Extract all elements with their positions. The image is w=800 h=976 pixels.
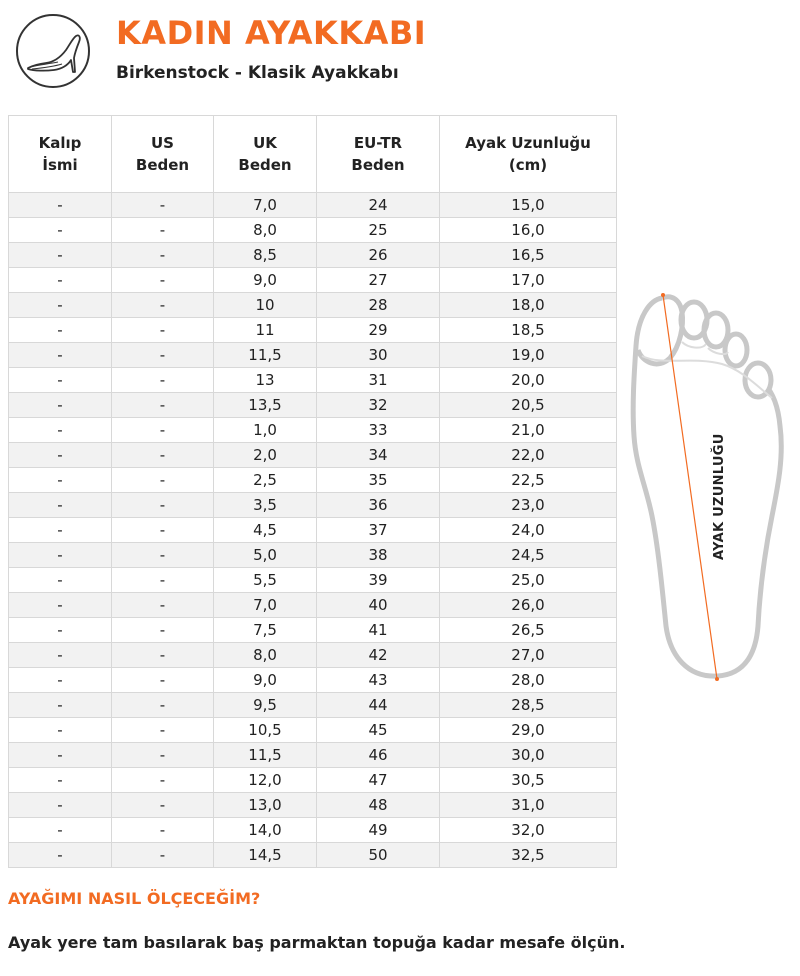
cell-foot-length: 24,0 bbox=[440, 518, 617, 543]
cell-eu-tr: 40 bbox=[317, 593, 440, 618]
cell-foot-length: 27,0 bbox=[440, 643, 617, 668]
cell-foot-length: 16,5 bbox=[440, 243, 617, 268]
cell-foot-length: 20,5 bbox=[440, 393, 617, 418]
table-header-row bbox=[9, 116, 617, 193]
cell-kalip: - bbox=[9, 543, 112, 568]
cell-foot-length: 22,5 bbox=[440, 468, 617, 493]
cell-eu-tr: 26 bbox=[317, 243, 440, 268]
cell-kalip: - bbox=[9, 343, 112, 368]
cell-kalip: - bbox=[9, 643, 112, 668]
cell-foot-length: 16,0 bbox=[440, 218, 617, 243]
cell-foot-length: 20,0 bbox=[440, 368, 617, 393]
table-row bbox=[9, 193, 617, 218]
cell-foot-length: 29,0 bbox=[440, 718, 617, 743]
table-row bbox=[9, 518, 617, 543]
cell-us: - bbox=[112, 443, 214, 468]
cell-us: - bbox=[112, 768, 214, 793]
table-row bbox=[9, 443, 617, 468]
cell-foot-length: 28,0 bbox=[440, 668, 617, 693]
cell-us: - bbox=[112, 743, 214, 768]
cell-uk: 8,5 bbox=[214, 243, 317, 268]
cell-eu-tr: 39 bbox=[317, 568, 440, 593]
cell-kalip: - bbox=[9, 468, 112, 493]
foot-outline-icon bbox=[622, 286, 792, 690]
table-row bbox=[9, 293, 617, 318]
cell-uk: 8,0 bbox=[214, 643, 317, 668]
cell-kalip: - bbox=[9, 743, 112, 768]
cell-eu-tr: 30 bbox=[317, 343, 440, 368]
cell-kalip: - bbox=[9, 243, 112, 268]
cell-eu-tr: 37 bbox=[317, 518, 440, 543]
cell-eu-tr: 29 bbox=[317, 318, 440, 343]
table-row bbox=[9, 693, 617, 718]
cell-uk: 3,5 bbox=[214, 493, 317, 518]
cell-us: - bbox=[112, 568, 214, 593]
cell-us: - bbox=[112, 543, 214, 568]
cell-eu-tr: 47 bbox=[317, 768, 440, 793]
cell-kalip: - bbox=[9, 443, 112, 468]
cell-us: - bbox=[112, 718, 214, 743]
cell-us: - bbox=[112, 643, 214, 668]
cell-foot-length: 17,0 bbox=[440, 268, 617, 293]
cell-uk: 14,0 bbox=[214, 818, 317, 843]
cell-us: - bbox=[112, 343, 214, 368]
column-header-kalip: Kalıp İsmi bbox=[9, 116, 112, 193]
cell-foot-length: 30,0 bbox=[440, 743, 617, 768]
page-title: KADIN AYAKKABI bbox=[116, 14, 427, 52]
cell-us: - bbox=[112, 818, 214, 843]
cell-uk: 13,0 bbox=[214, 793, 317, 818]
cell-eu-tr: 27 bbox=[317, 268, 440, 293]
cell-uk: 9,0 bbox=[214, 668, 317, 693]
cell-foot-length: 28,5 bbox=[440, 693, 617, 718]
cell-eu-tr: 50 bbox=[317, 843, 440, 868]
table-row bbox=[9, 843, 617, 868]
table-row bbox=[9, 368, 617, 393]
cell-foot-length: 26,0 bbox=[440, 593, 617, 618]
column-header-eu-tr: EU-TR Beden bbox=[317, 116, 440, 193]
cell-foot-length: 32,0 bbox=[440, 818, 617, 843]
cell-us: - bbox=[112, 793, 214, 818]
cell-uk: 9,0 bbox=[214, 268, 317, 293]
cell-kalip: - bbox=[9, 793, 112, 818]
cell-foot-length: 30,5 bbox=[440, 768, 617, 793]
cell-eu-tr: 43 bbox=[317, 668, 440, 693]
cell-kalip: - bbox=[9, 293, 112, 318]
cell-foot-length: 23,0 bbox=[440, 493, 617, 518]
cell-us: - bbox=[112, 218, 214, 243]
table-row bbox=[9, 268, 617, 293]
cell-foot-length: 18,0 bbox=[440, 293, 617, 318]
cell-us: - bbox=[112, 293, 214, 318]
cell-eu-tr: 36 bbox=[317, 493, 440, 518]
table-row bbox=[9, 343, 617, 368]
size-table bbox=[8, 115, 617, 868]
cell-us: - bbox=[112, 468, 214, 493]
cell-foot-length: 24,5 bbox=[440, 543, 617, 568]
cell-kalip: - bbox=[9, 818, 112, 843]
cell-us: - bbox=[112, 668, 214, 693]
cell-us: - bbox=[112, 243, 214, 268]
cell-kalip: - bbox=[9, 368, 112, 393]
cell-us: - bbox=[112, 593, 214, 618]
cell-foot-length: 22,0 bbox=[440, 443, 617, 468]
howto-text: Ayak yere tam basılarak baş parmaktan topuğa kadar mesafe ölçün. bbox=[8, 933, 626, 952]
cell-kalip: - bbox=[9, 418, 112, 443]
cell-foot-length: 21,0 bbox=[440, 418, 617, 443]
cell-eu-tr: 28 bbox=[317, 293, 440, 318]
cell-foot-length: 19,0 bbox=[440, 343, 617, 368]
column-header-us: US Beden bbox=[112, 116, 214, 193]
cell-uk: 4,5 bbox=[214, 518, 317, 543]
cell-kalip: - bbox=[9, 268, 112, 293]
logo-badge bbox=[16, 14, 90, 88]
cell-us: - bbox=[112, 518, 214, 543]
cell-eu-tr: 49 bbox=[317, 818, 440, 843]
cell-eu-tr: 24 bbox=[317, 193, 440, 218]
cell-uk: 11,5 bbox=[214, 343, 317, 368]
cell-us: - bbox=[112, 693, 214, 718]
howto-title: AYAĞIMI NASIL ÖLÇECEĞİM? bbox=[8, 889, 261, 908]
cell-uk: 11,5 bbox=[214, 743, 317, 768]
table-row bbox=[9, 718, 617, 743]
table-row bbox=[9, 668, 617, 693]
cell-uk: 11 bbox=[214, 318, 317, 343]
cell-us: - bbox=[112, 193, 214, 218]
cell-kalip: - bbox=[9, 193, 112, 218]
cell-foot-length: 26,5 bbox=[440, 618, 617, 643]
column-header-foot-length: Ayak Uzunluğu (cm) bbox=[440, 116, 617, 193]
cell-eu-tr: 31 bbox=[317, 368, 440, 393]
page-subtitle: Birkenstock - Klasik Ayakkabı bbox=[116, 63, 399, 83]
cell-eu-tr: 42 bbox=[317, 643, 440, 668]
table-row bbox=[9, 393, 617, 418]
cell-eu-tr: 48 bbox=[317, 793, 440, 818]
table-row bbox=[9, 593, 617, 618]
cell-foot-length: 18,5 bbox=[440, 318, 617, 343]
cell-kalip: - bbox=[9, 718, 112, 743]
cell-eu-tr: 46 bbox=[317, 743, 440, 768]
cell-eu-tr: 45 bbox=[317, 718, 440, 743]
cell-kalip: - bbox=[9, 693, 112, 718]
cell-kalip: - bbox=[9, 218, 112, 243]
cell-uk: 7,0 bbox=[214, 193, 317, 218]
cell-uk: 12,0 bbox=[214, 768, 317, 793]
table-row bbox=[9, 618, 617, 643]
cell-eu-tr: 32 bbox=[317, 393, 440, 418]
cell-kalip: - bbox=[9, 393, 112, 418]
cell-uk: 7,5 bbox=[214, 618, 317, 643]
cell-us: - bbox=[112, 418, 214, 443]
cell-uk: 5,5 bbox=[214, 568, 317, 593]
column-header-uk: UK Beden bbox=[214, 116, 317, 193]
cell-uk: 9,5 bbox=[214, 693, 317, 718]
cell-uk: 10,5 bbox=[214, 718, 317, 743]
table-row bbox=[9, 218, 617, 243]
table-row bbox=[9, 243, 617, 268]
cell-kalip: - bbox=[9, 318, 112, 343]
cell-foot-length: 32,5 bbox=[440, 843, 617, 868]
cell-kalip: - bbox=[9, 493, 112, 518]
cell-eu-tr: 25 bbox=[317, 218, 440, 243]
cell-foot-length: 25,0 bbox=[440, 568, 617, 593]
cell-us: - bbox=[112, 493, 214, 518]
cell-foot-length: 15,0 bbox=[440, 193, 617, 218]
cell-us: - bbox=[112, 318, 214, 343]
foot-length-label: AYAK UZUNLUĞU bbox=[712, 433, 727, 560]
cell-uk: 13 bbox=[214, 368, 317, 393]
high-heel-shoe-icon bbox=[18, 16, 92, 90]
table-row bbox=[9, 768, 617, 793]
cell-kalip: - bbox=[9, 843, 112, 868]
table-row bbox=[9, 643, 617, 668]
table-row bbox=[9, 793, 617, 818]
table-row bbox=[9, 418, 617, 443]
table-row bbox=[9, 568, 617, 593]
cell-foot-length: 31,0 bbox=[440, 793, 617, 818]
table-row bbox=[9, 743, 617, 768]
cell-kalip: - bbox=[9, 618, 112, 643]
cell-uk: 8,0 bbox=[214, 218, 317, 243]
cell-eu-tr: 34 bbox=[317, 443, 440, 468]
cell-uk: 1,0 bbox=[214, 418, 317, 443]
cell-us: - bbox=[112, 268, 214, 293]
table-row bbox=[9, 468, 617, 493]
cell-us: - bbox=[112, 618, 214, 643]
cell-uk: 2,5 bbox=[214, 468, 317, 493]
cell-uk: 7,0 bbox=[214, 593, 317, 618]
cell-kalip: - bbox=[9, 518, 112, 543]
table-row bbox=[9, 318, 617, 343]
table-row bbox=[9, 543, 617, 568]
cell-eu-tr: 35 bbox=[317, 468, 440, 493]
cell-eu-tr: 41 bbox=[317, 618, 440, 643]
cell-uk: 10 bbox=[214, 293, 317, 318]
cell-us: - bbox=[112, 368, 214, 393]
cell-eu-tr: 44 bbox=[317, 693, 440, 718]
table-row bbox=[9, 493, 617, 518]
cell-us: - bbox=[112, 393, 214, 418]
cell-eu-tr: 33 bbox=[317, 418, 440, 443]
cell-kalip: - bbox=[9, 568, 112, 593]
cell-uk: 14,5 bbox=[214, 843, 317, 868]
cell-uk: 2,0 bbox=[214, 443, 317, 468]
cell-uk: 5,0 bbox=[214, 543, 317, 568]
cell-kalip: - bbox=[9, 593, 112, 618]
cell-eu-tr: 38 bbox=[317, 543, 440, 568]
cell-kalip: - bbox=[9, 768, 112, 793]
cell-us: - bbox=[112, 843, 214, 868]
cell-uk: 13,5 bbox=[214, 393, 317, 418]
cell-kalip: - bbox=[9, 668, 112, 693]
table-row bbox=[9, 818, 617, 843]
